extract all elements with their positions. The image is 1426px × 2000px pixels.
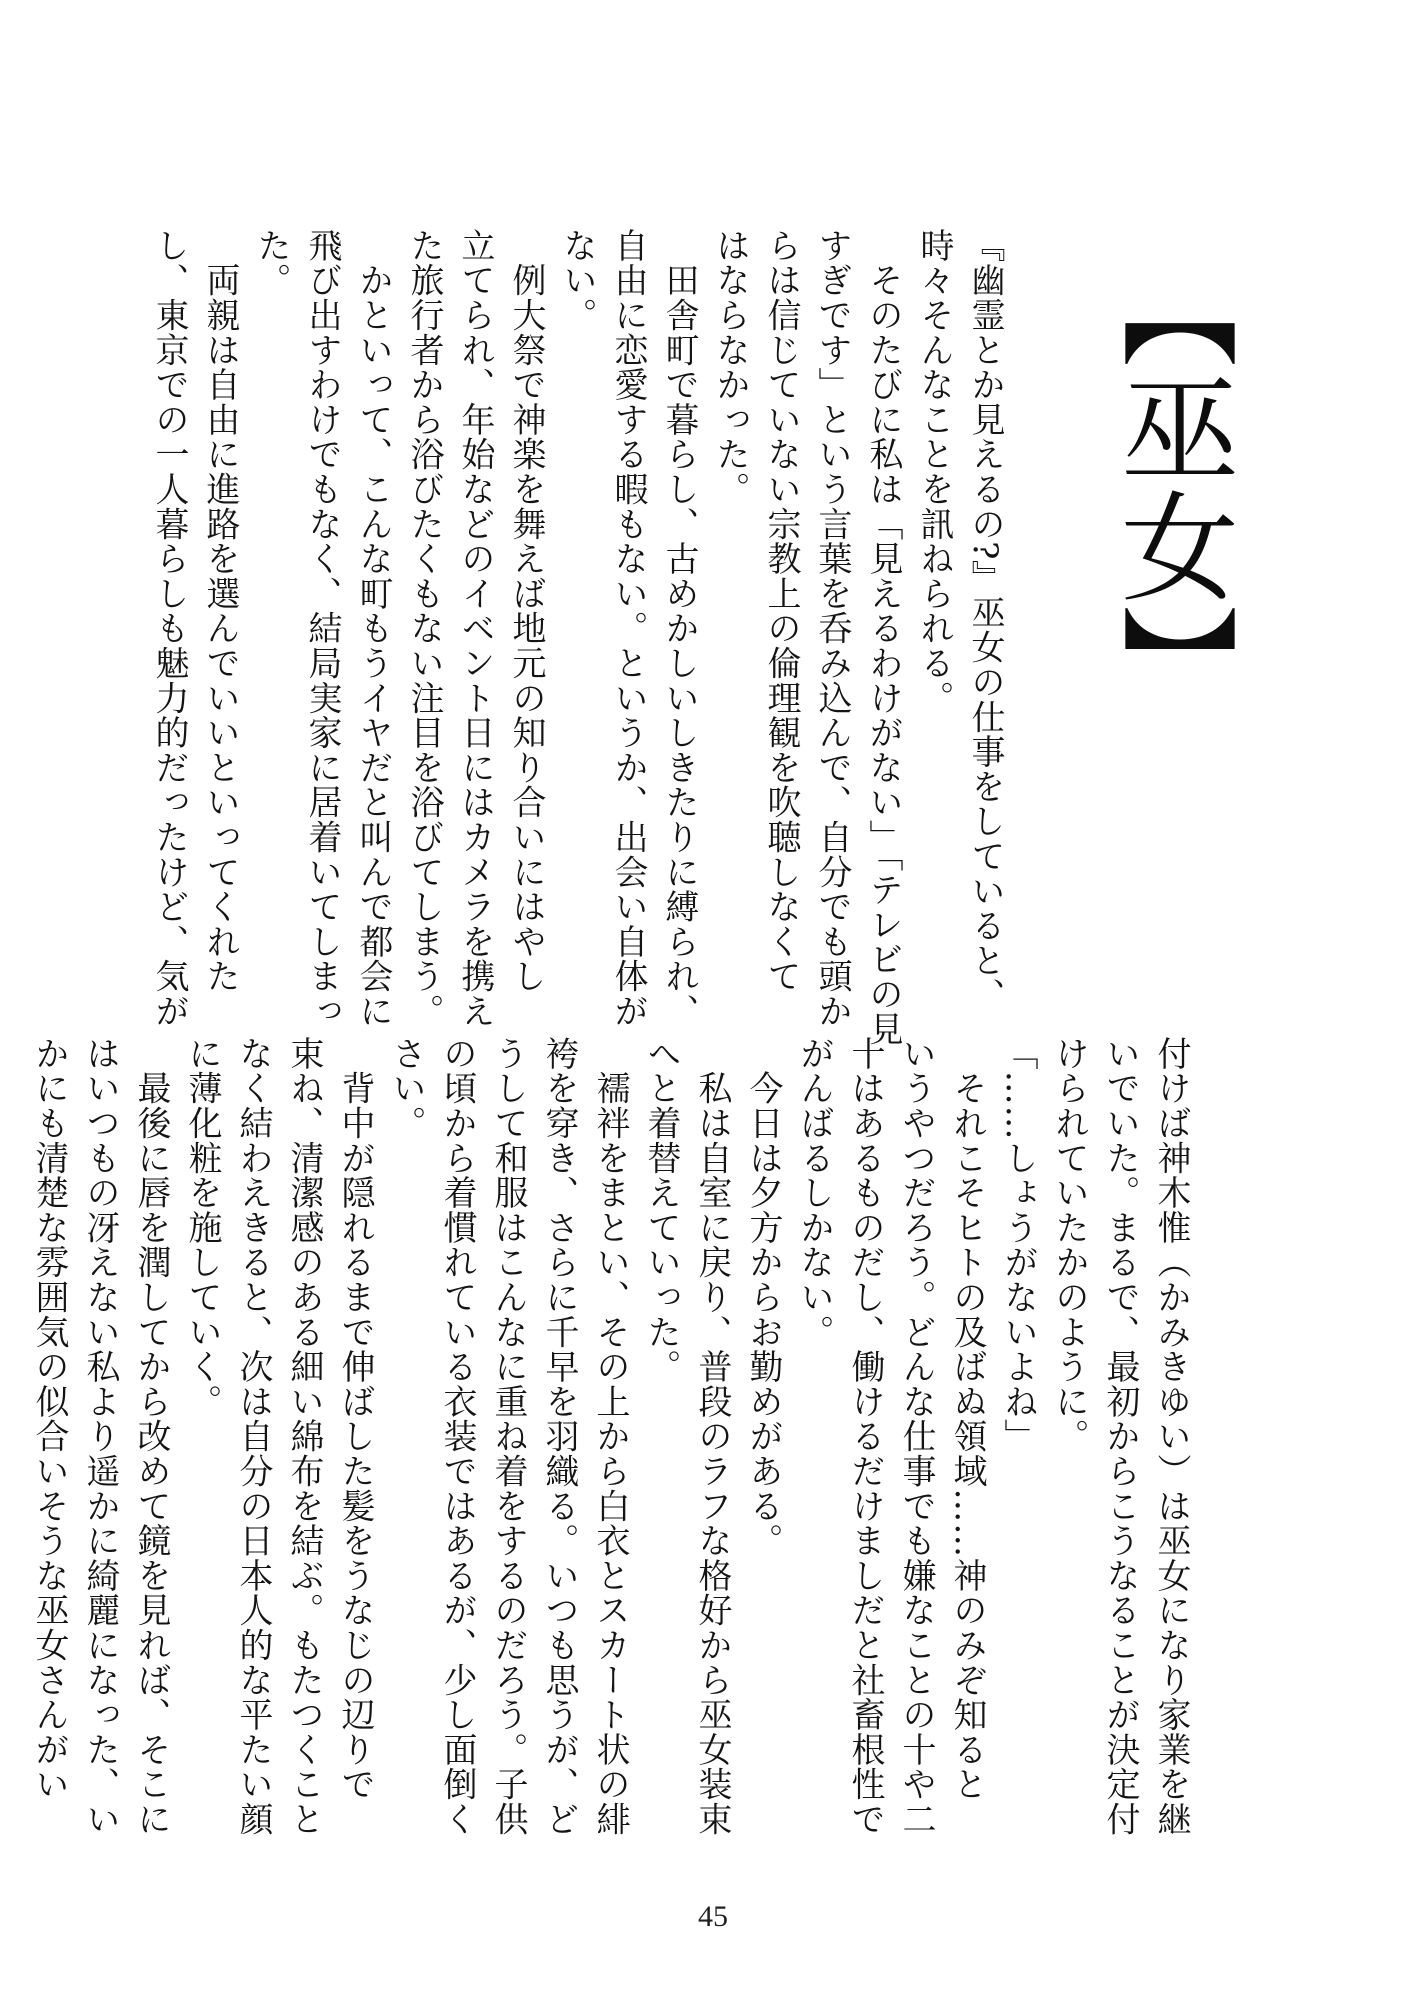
text-block-bottom bbox=[29, 1036, 1196, 1837]
text-column: し、東京での一人暮らしも魅力的だったけど、気が bbox=[149, 228, 189, 1029]
text-column: 立てられ、年始などのイベント日にはカメラを携え bbox=[455, 228, 495, 1029]
text-column: 『幽霊とか見えるの?』巫女の仕事をしていると、 bbox=[965, 228, 1005, 1013]
text-column: らは信じていない宗教上の倫理観を吹聴しなくて bbox=[761, 228, 801, 994]
text-column: 私は自室に戻り、普段のラフな格好から巫女装束 bbox=[692, 1036, 732, 1837]
text-column: うして和服はこんなに重ね着をするのだろう。子供 bbox=[488, 1036, 528, 1837]
chapter-title: 【巫女】 bbox=[1101, 250, 1239, 722]
text-column: 背中が隠れるまで伸ばした髪をうなじの辺りで bbox=[335, 1036, 375, 1802]
text-column: 飛び出すわけでもなく、結局実家に居着いてしまっ bbox=[302, 228, 342, 1029]
text-column: 自由に恋愛する暇もない。というか、出会い自体が bbox=[608, 228, 648, 1029]
text-column: はいつもの冴えない私より遥かに綺麗になった、い bbox=[80, 1036, 120, 1837]
text-column: 時々そんなことを訊ねられる。 bbox=[914, 228, 954, 716]
text-column: はならなかった。 bbox=[710, 228, 750, 507]
text-column: の頃から着慣れている衣装ではあるが、少し面倒く bbox=[437, 1036, 477, 1837]
text-column: 付けば神木惟（かみきゆい）は巫女になり家業を継 bbox=[1151, 1036, 1191, 1837]
text-column: いでいた。まるで、最初からこうなることが決定付 bbox=[1100, 1036, 1140, 1837]
text-column: 例大祭で神楽を舞えば地元の知り合いにはやし bbox=[506, 228, 546, 994]
text-column: 両親は自由に進路を選んでいいといってくれた bbox=[200, 228, 240, 994]
text-column: そのたびに私は「見えるわけがない」「テレビの見 bbox=[863, 228, 903, 1047]
text-column: いうやつだろう。どんな仕事でも嫌なことの十や二 bbox=[896, 1036, 936, 1837]
text-column: かにも清楚な雰囲気の似合いそうな巫女さんがい bbox=[29, 1036, 69, 1802]
text-column: 袴を穿き、さらに千早を羽織る。いつも思うが、ど bbox=[539, 1036, 579, 1837]
text-column: ない。 bbox=[557, 228, 597, 333]
text-column: 田舎町で暮らし、古めかしいしきたりに縛られ、 bbox=[659, 228, 699, 1029]
text-block-top bbox=[149, 228, 1010, 1047]
text-column: た。 bbox=[251, 228, 291, 298]
text-column: に薄化粧を施していく。 bbox=[182, 1036, 222, 1419]
text-column: さい。 bbox=[386, 1036, 426, 1141]
text-column: 襦袢をまとい、その上から白衣とスカート状の緋 bbox=[590, 1036, 630, 1837]
text-column: かといって、こんな町もうイヤだと叫んで都会に bbox=[353, 228, 393, 1029]
text-column: 最後に唇を潤してから改めて鏡を見れば、そこに bbox=[131, 1036, 171, 1837]
text-column: 今日は夕方からお勤めがある。 bbox=[743, 1036, 783, 1558]
text-column: た旅行者から浴びたくもない注目を浴びてしまう。 bbox=[404, 228, 444, 1029]
page-number: 45 bbox=[698, 1900, 728, 1933]
text-column: へと着替えていった。 bbox=[641, 1036, 681, 1384]
text-column: 「……しょうがないよね」 bbox=[998, 1036, 1038, 1454]
text-column: けられていたかのように。 bbox=[1049, 1036, 1089, 1454]
text-column: 十はあるものだし、働けるだけましだと社畜根性で bbox=[845, 1036, 885, 1837]
text-column: すぎです」という言葉を呑み込んで、自分でも頭か bbox=[812, 228, 852, 1029]
text-column: なく結わえきると、次は自分の日本人的な平たい顔 bbox=[233, 1036, 273, 1837]
text-column: 束ね、清潔感のある細い綿布を結ぶ。もたつくこと bbox=[284, 1036, 324, 1837]
text-column: がんばるしかない。 bbox=[794, 1036, 834, 1350]
text-column: それこそヒトの及ばぬ領域……神のみぞ知ると bbox=[947, 1036, 987, 1802]
